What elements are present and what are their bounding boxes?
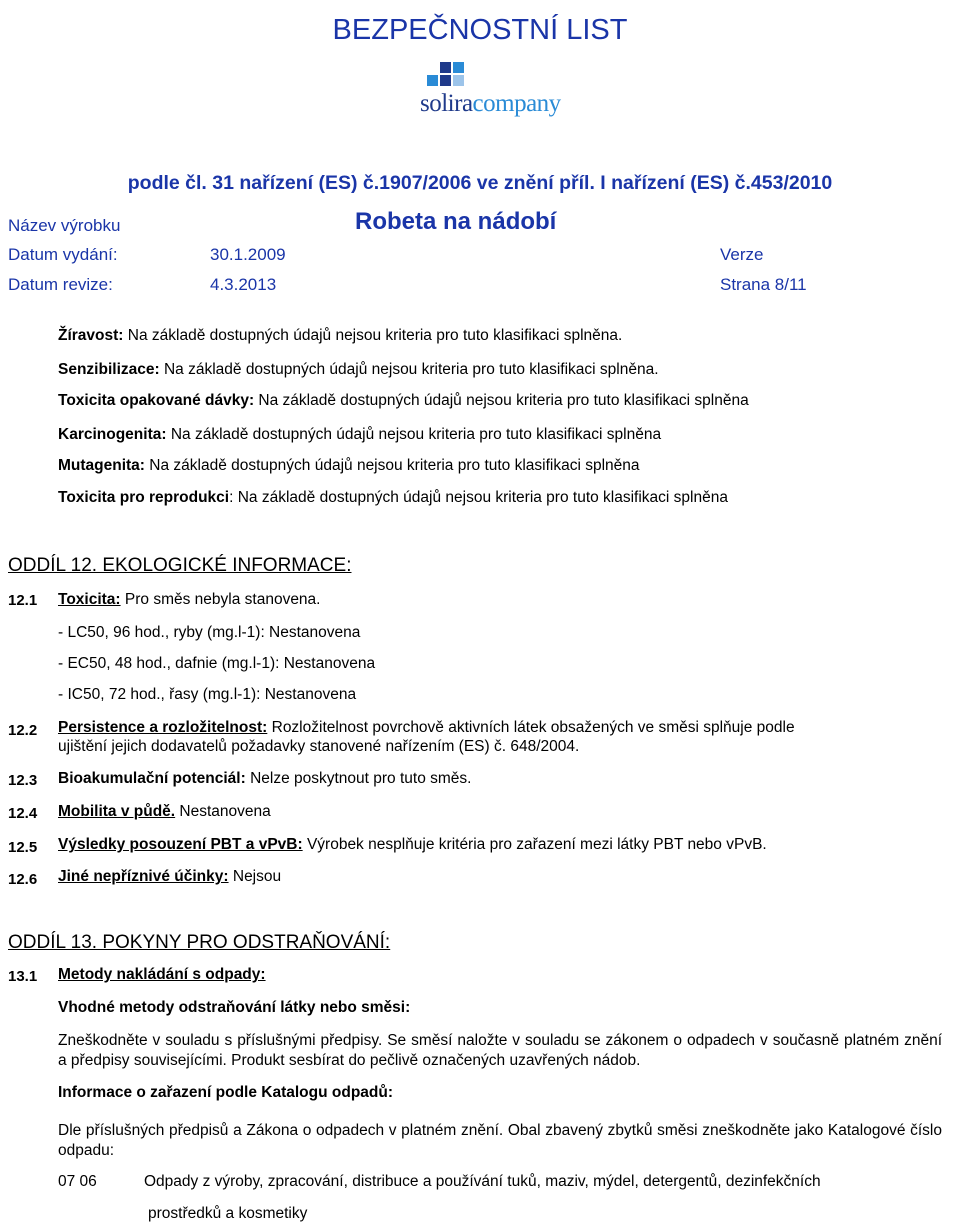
tox-line-repeated-dose: Toxicita opakované dávky: Na základě dostupných údajů nejsou kriteria pro tuto klasifikaci splněna — [58, 392, 749, 409]
issue-label: Datum vydání: — [8, 245, 118, 264]
regulation-line: podle čl. 31 nařízení (ES) č.1907/2006 ve znění příl. I nařízení (ES) č.453/2010 — [127, 172, 833, 194]
tox-line-corrosion: Žíravost: Na základě dostupných údajů nejsou kriteria pro tuto klasifikaci splněna. — [58, 327, 623, 344]
issue-date: 30.1.2009 — [210, 245, 286, 264]
section-13-heading: ODDÍL 13. POKYNY PRO ODSTRAŇOVÁNÍ: — [8, 932, 391, 953]
waste-code-description: Odpady z výroby, zpracování, distribuce a používání tuků, maziv, mýdel, detergentů, dezinfekčních — [144, 1173, 821, 1190]
tox-line-carcinogenicity: Karcinogenita: Na základě dostupných údajů nejsou kriteria pro tuto klasifikaci splněna — [58, 426, 662, 443]
logo-square-icon — [440, 62, 451, 73]
revision-date: 4.3.2013 — [210, 275, 277, 294]
item-number: 12.2 — [8, 722, 38, 739]
logo-square-icon — [440, 75, 451, 86]
waste-code-description-cont: prostředků a kosmetiky — [148, 1205, 308, 1222]
toxicity-ic50: - IC50, 72 hod., řasy (mg.l-1): Nestanovena — [58, 686, 357, 703]
toxicity-lc50: - LC50, 96 hod., ryby (mg.l-1): Nestanovena — [58, 624, 361, 641]
toxicity-ec50: - EC50, 48 hod., dafnie (mg.l-1): Nestanovena — [58, 655, 376, 672]
item-number: 12.1 — [8, 592, 38, 609]
item-number: 12.5 — [8, 839, 38, 856]
item-12-1: Toxicita: Pro směs nebyla stanovena. — [58, 591, 321, 608]
tox-line-reproduction: Toxicita pro reprodukci: Na základě dostupných údajů nejsou kriteria pro tuto klasifikaci splněna — [58, 489, 728, 506]
item-number: 13.1 — [8, 968, 38, 985]
catalog-label: Informace o zařazení podle Katalogu odpadů: — [58, 1084, 394, 1101]
item-12-3: Bioakumulační potenciál: Nelze poskytnout pro tuto směs. — [58, 770, 472, 787]
version-label: Verze — [720, 245, 764, 264]
item-12-4: Mobilita v půdě. Nestanovena — [58, 803, 271, 820]
item-number: 12.6 — [8, 871, 38, 888]
logo-wordmark: soliracompany — [420, 90, 561, 117]
item-12-2-cont: ujištění jejich dodavatelů požadavky stanovené nařízením (ES) č. 648/2004. — [58, 738, 580, 755]
item-number: 12.3 — [8, 772, 38, 789]
section-12-heading: ODDÍL 12. EKOLOGICKÉ INFORMACE: — [8, 555, 352, 576]
logo-square-icon — [453, 75, 464, 86]
company-logo — [420, 62, 561, 152]
waste-code: 07 06 — [58, 1173, 97, 1190]
tox-line-sensitization: Senzibilizace: Na základě dostupných údajů nejsou kriteria pro tuto klasifikaci splněna. — [58, 361, 659, 378]
item-number: 12.4 — [8, 805, 38, 822]
disposal-paragraph: Zneškodněte v souladu s příslušnými předpisy. Se směsí naložte v souladu se zákonem o odpadech v současně platném znění a předpisy souvisejícími. Produkt sesbírat do pečlivě označených uzavřených nádob. — [58, 1032, 942, 1069]
revision-label: Datum revize: — [8, 275, 113, 294]
item-12-5: Výsledky posouzení PBT a vPvB: Výrobek nesplňuje kritéria pro zařazení mezi látky PBT nebo vPvB. — [58, 836, 767, 853]
tox-line-mutagenicity: Mutagenita: Na základě dostupných údajů nejsou kriteria pro tuto klasifikaci splněna — [58, 457, 640, 474]
page-number: Strana 8/11 — [720, 275, 807, 294]
product-label: Název výrobku — [8, 216, 121, 235]
item-12-6: Jiné nepříznivé účinky: Nejsou — [58, 868, 282, 885]
catalog-paragraph: Dle příslušných předpisů a Zákona o odpadech v platném znění. Obal zbavený zbytků směsi zneškodněte jako Katalogové číslo odpadu: — [58, 1122, 942, 1159]
suitable-methods-label: Vhodné metody odstraňování látky nebo směsi: — [58, 999, 411, 1016]
waste-methods-label: Metody nakládání s odpady: — [58, 966, 266, 983]
product-name: Robeta na nádobí — [355, 208, 557, 235]
logo-square-icon — [453, 62, 464, 73]
item-12-2: Persistence a rozložitelnost: Rozložitelnost povrchově aktivních látek obsažených ve směsi splňuje podle — [58, 719, 795, 736]
logo-square-icon — [427, 75, 438, 86]
document-title: BEZPEČNOSTNÍ LIST — [332, 14, 628, 46]
